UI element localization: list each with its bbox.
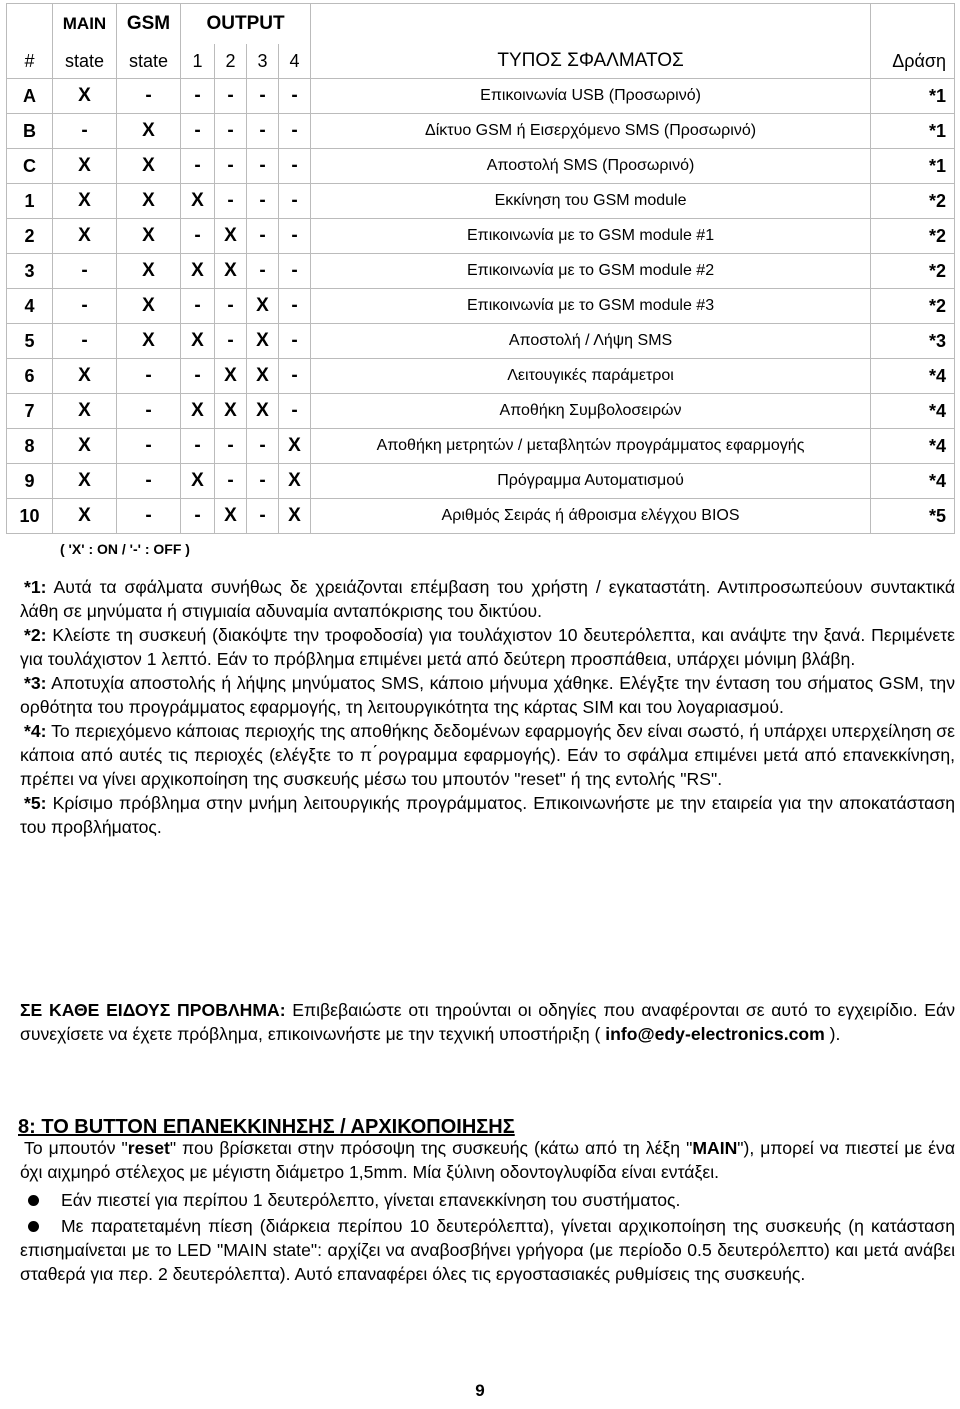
table-row [7,184,955,219]
row-o3-state: X [247,359,279,394]
section-8-body [20,1136,955,1286]
row-o4-state: X [279,464,311,499]
row-gsm-state: X [117,254,181,289]
row-o4-state: - [279,219,311,254]
row-main-state: X [53,79,117,114]
row-o2-state: - [215,289,247,324]
header-blank [7,4,53,45]
note-5 [20,791,955,839]
header-main: MAIN [53,4,117,45]
row-id: 4 [7,289,53,324]
row-o3-state: - [247,499,279,534]
warning-text: Επιβεβαιώστε οτι τηρούνται οι οδηγίες που αναφέρονται σε αυτό το εγχειρίδιο. Εάν συνεχίσετε να έχετε πρόβλημα, επικοινωνήστε με την τεχνική υποστήριξη ( [20,1000,956,1044]
header-main-state: state [53,44,117,79]
row-o2-state: - [215,114,247,149]
note-4 [20,719,955,791]
row-id: 8 [7,429,53,464]
table-row [7,359,955,394]
row-o2-state: X [215,254,247,289]
row-o4-state: - [279,184,311,219]
row-o2-state: - [215,464,247,499]
row-o1-state: X [181,254,215,289]
table-row [7,499,955,534]
row-o2-state: - [215,149,247,184]
table-row [7,464,955,499]
note-1-text: Αυτά τα σφάλματα συνήθως δε χρειάζονται επέμβαση του χρήστη / εγκαταστάτη. Αντιπροσωπεύουν συντακτικά λάθη σε μηνύματα ή στιγμιαία αδυναμία ανταπόκρισης του δικτύου. [20,577,955,621]
row-o1-state: - [181,429,215,464]
row-o4-state: - [279,324,311,359]
row-action: *1 [871,79,955,114]
row-o3-state: - [247,79,279,114]
note-5-label: *5: [24,793,47,813]
row-id: 7 [7,394,53,429]
header-num: # [7,44,53,79]
warning-label: ΣΕ ΚΑΘΕ ΕΙΔΟΥΣ ΠΡΟΒΛΗΜΑ: [20,1000,286,1020]
row-main-state: X [53,394,117,429]
row-error-type: Αποθήκη μετρητών / μεταβλητών προγράμματος εφαρμογής [311,429,871,464]
row-error-type: Αποστολή SMS (Προσωρινό) [311,149,871,184]
bullet-dot-icon [28,1195,39,1206]
row-error-type: Επικοινωνία USB (Προσωρινό) [311,79,871,114]
bullet-dot-icon [28,1221,39,1232]
row-gsm-state: - [117,499,181,534]
row-o3-state: - [247,184,279,219]
table-row [7,289,955,324]
row-gsm-state: X [117,219,181,254]
bullet-1-text: Εάν πιεστεί για περίπου 1 δευτερόλεπτο, γίνεται επανεκκίνηση του συστήματος. [61,1190,681,1210]
table-row [7,324,955,359]
header-out1: 1 [181,44,215,79]
table-row [7,254,955,289]
warning-paragraph [20,998,955,1046]
row-o1-state: X [181,464,215,499]
header-gsm-state: state [117,44,181,79]
section-8-title: 8: ΤΟ ΒUTTON ΕΠΑΝΕΚΚΙΝΗΣΗΣ / ΑΡΧΙΚΟΠΟΙΗΣΗΣ [18,1116,515,1138]
row-id: 6 [7,359,53,394]
row-main-state: X [53,359,117,394]
row-id: B [7,114,53,149]
note-3-text: Αποτυχία αποστολής ή λήψης μηνύματος SMS, κάποιο μήνυμα χάθηκε. Ελέγξτε την ένταση του σήματος GSM, την ορθότητα του προγράμματος εφαρμογής, τη λειτουργικότητα της κάρτας SIM και του λογαριασμού. [20,673,955,717]
intro-part-b: " που βρίσκεται στην πρόσοψη της συσκευής (κάτω από τη λέξη " [169,1138,693,1158]
note-2-text: Κλείστε τη συσκευή (διακόψτε την τροφοδοσία) για τουλάχιστον 10 δευτερόλεπτα, και ανάψτε την ξανά. Περιμένετε για τουλάχιστον 1 λεπτό. Εάν το πρόβλημα επιμένει μετά από δεύτερη προσπάθεια, υπάρχει μόνιμη βλάβη. [20,625,955,669]
row-id: C [7,149,53,184]
section-8-intro [20,1136,955,1184]
table-row [7,429,955,464]
row-error-type: Εκκίνηση του GSM module [311,184,871,219]
row-o4-state: X [279,429,311,464]
row-gsm-state: X [117,184,181,219]
row-action: *3 [871,324,955,359]
row-o1-state: - [181,149,215,184]
row-o4-state: - [279,359,311,394]
table-legend: ( 'X' : ON / '-' : OFF ) [60,541,190,557]
warning-block [20,998,955,1046]
row-o2-state: X [215,219,247,254]
row-o2-state: - [215,184,247,219]
note-2-label: *2: [24,625,47,645]
row-o2-state: - [215,79,247,114]
header-blank-action [871,4,955,45]
table-row [7,394,955,429]
row-action: *4 [871,394,955,429]
row-o1-state: - [181,114,215,149]
header-output: OUTPUT [181,4,311,45]
row-o2-state: - [215,324,247,359]
table-header-row-1 [7,4,955,45]
bullet-2-text: Με παρατεταμένη πίεση (διάρκεια περίπου 10 δευτερόλεπτα), γίνεται αρχικοποίηση της συσκευής (η κατάσταση επισημαίνεται με το LED "MAIN state": αρχίζει να αναβοσβήνει γρήγορα (με περίοδο 0.5 δευτερόλεπτο) και μετά ανάβει σταθερά για περ. 2 δευτερόλεπτα). Αυτό επαναφέρει όλες τις εργοστασιακές ρυθμίσεις της συσκευής. [20,1216,955,1284]
row-error-type: Επικοινωνία με το GSM module #3 [311,289,871,324]
row-main-state: X [53,499,117,534]
row-o3-state: X [247,324,279,359]
row-o2-state: - [215,429,247,464]
note-4-label: *4: [24,721,47,741]
row-o1-state: - [181,499,215,534]
table-row [7,149,955,184]
row-o3-state: - [247,429,279,464]
row-gsm-state: X [117,289,181,324]
row-action: *5 [871,499,955,534]
row-o4-state: - [279,394,311,429]
row-o2-state: X [215,394,247,429]
row-o2-state: X [215,359,247,394]
row-main-state: X [53,219,117,254]
row-action: *4 [871,464,955,499]
row-action: *1 [871,149,955,184]
bullet-item-2 [20,1214,955,1286]
table-row [7,79,955,114]
intro-part-c: "), μπορεί να πιεστεί με ένα όχι αιχμηρό στέλεχος με μέγιστη διάμετρο 1,5mm. Μία ξύλινη οδοντογλυφίδα είναι εντάξει. [20,1138,955,1182]
row-o1-state: - [181,219,215,254]
table-row [7,219,955,254]
page-number: 9 [475,1381,485,1400]
row-gsm-state: - [117,359,181,394]
row-error-type: Επικοινωνία με το GSM module #1 [311,219,871,254]
row-main-state: X [53,149,117,184]
note-3-label: *3: [24,673,47,693]
row-error-type: Δίκτυο GSM ή Εισερχόμενο SMS (Προσωρινό) [311,114,871,149]
row-id: 1 [7,184,53,219]
row-gsm-state: X [117,324,181,359]
row-action: *2 [871,219,955,254]
row-error-type: Αποστολή / Λήψη SMS [311,324,871,359]
row-main-state: - [53,324,117,359]
row-gsm-state: - [117,394,181,429]
row-main-state: - [53,114,117,149]
row-o4-state: - [279,289,311,324]
row-main-state: - [53,254,117,289]
row-action: *2 [871,184,955,219]
row-o3-state: - [247,149,279,184]
row-o4-state: - [279,149,311,184]
row-o2-state: X [215,499,247,534]
row-gsm-state: X [117,149,181,184]
row-o3-state: - [247,464,279,499]
header-blank-desc [311,4,871,45]
row-o3-state: - [247,219,279,254]
row-error-type: Πρόγραμμα Αυτοματισμού [311,464,871,499]
row-id: 10 [7,499,53,534]
note-4-text: Το περιεχόμενο κάποιας περιοχής της αποθήκης δεδομένων εφαρμογής δεν είναι σωστό, ή υπάρχει υπερχείληση σε κάποια από αυτές τις περιοχές (ελέγξτε το π ́ρογραμμα εφαρμογής). Εάν το σφάλμα επιμένει μετά από επανεκκίνηση, πρέπει να γίνει αρχικοποίηση της συσκευής μέσω του μπουτόν "reset" ή της εντολής "RS". [20,721,955,789]
note-5-text: Κρίσιμο πρόβλημα στην μνήμη λειτουργικής προγράμματος. Επικοινωνήστε με την εταιρεία για την αποκατάσταση του προβλήματος. [20,793,955,837]
row-error-type: Αριθμός Σειράς ή άθροισμα ελέγχου BIOS [311,499,871,534]
row-gsm-state: X [117,114,181,149]
row-id: A [7,79,53,114]
row-o1-state: X [181,394,215,429]
row-o1-state: - [181,359,215,394]
bullet-item-1 [20,1188,955,1212]
intro-part-a: Το μπουτόν " [24,1138,128,1158]
row-o4-state: - [279,114,311,149]
row-action: *2 [871,289,955,324]
row-o1-state: - [181,79,215,114]
note-3 [20,671,955,719]
row-o4-state: X [279,499,311,534]
row-gsm-state: - [117,79,181,114]
row-gsm-state: - [117,429,181,464]
header-out2: 2 [215,44,247,79]
row-o1-state: - [181,289,215,324]
row-main-state: X [53,429,117,464]
support-email: info@edy-electronics.com [605,1024,825,1044]
row-action: *4 [871,429,955,464]
row-id: 3 [7,254,53,289]
row-main-state: X [53,464,117,499]
row-id: 5 [7,324,53,359]
row-o4-state: - [279,254,311,289]
note-2 [20,623,955,671]
row-action: *1 [871,114,955,149]
table-row [7,114,955,149]
row-main-state: X [53,184,117,219]
notes-block [20,575,955,839]
row-o3-state: - [247,254,279,289]
row-action: *2 [871,254,955,289]
header-action: Δράση [871,44,955,79]
row-gsm-state: - [117,464,181,499]
row-o1-state: X [181,184,215,219]
row-error-type: Αποθήκη Συμβολοσειρών [311,394,871,429]
row-o3-state: X [247,289,279,324]
row-o4-state: - [279,79,311,114]
warning-tail: ). [824,1024,841,1044]
table-header-row-2 [7,44,955,79]
note-1-label: *1: [24,577,47,597]
row-o1-state: X [181,324,215,359]
header-out4: 4 [279,44,311,79]
row-error-type: Λειτουγικές παράμετροι [311,359,871,394]
header-out3: 3 [247,44,279,79]
header-gsm: GSM [117,4,181,45]
row-o3-state: - [247,114,279,149]
row-error-type: Επικοινωνία με το GSM module #2 [311,254,871,289]
row-o3-state: X [247,394,279,429]
error-code-table [6,3,955,534]
row-id: 9 [7,464,53,499]
row-action: *4 [871,359,955,394]
row-main-state: - [53,289,117,324]
row-id: 2 [7,219,53,254]
note-1 [20,575,955,623]
intro-reset-word: reset [127,1138,170,1158]
header-error-type: ΤΥΠΟΣ ΣΦΑΛΜΑΤΟΣ [311,44,871,79]
intro-main-word: MAIN [692,1138,738,1158]
